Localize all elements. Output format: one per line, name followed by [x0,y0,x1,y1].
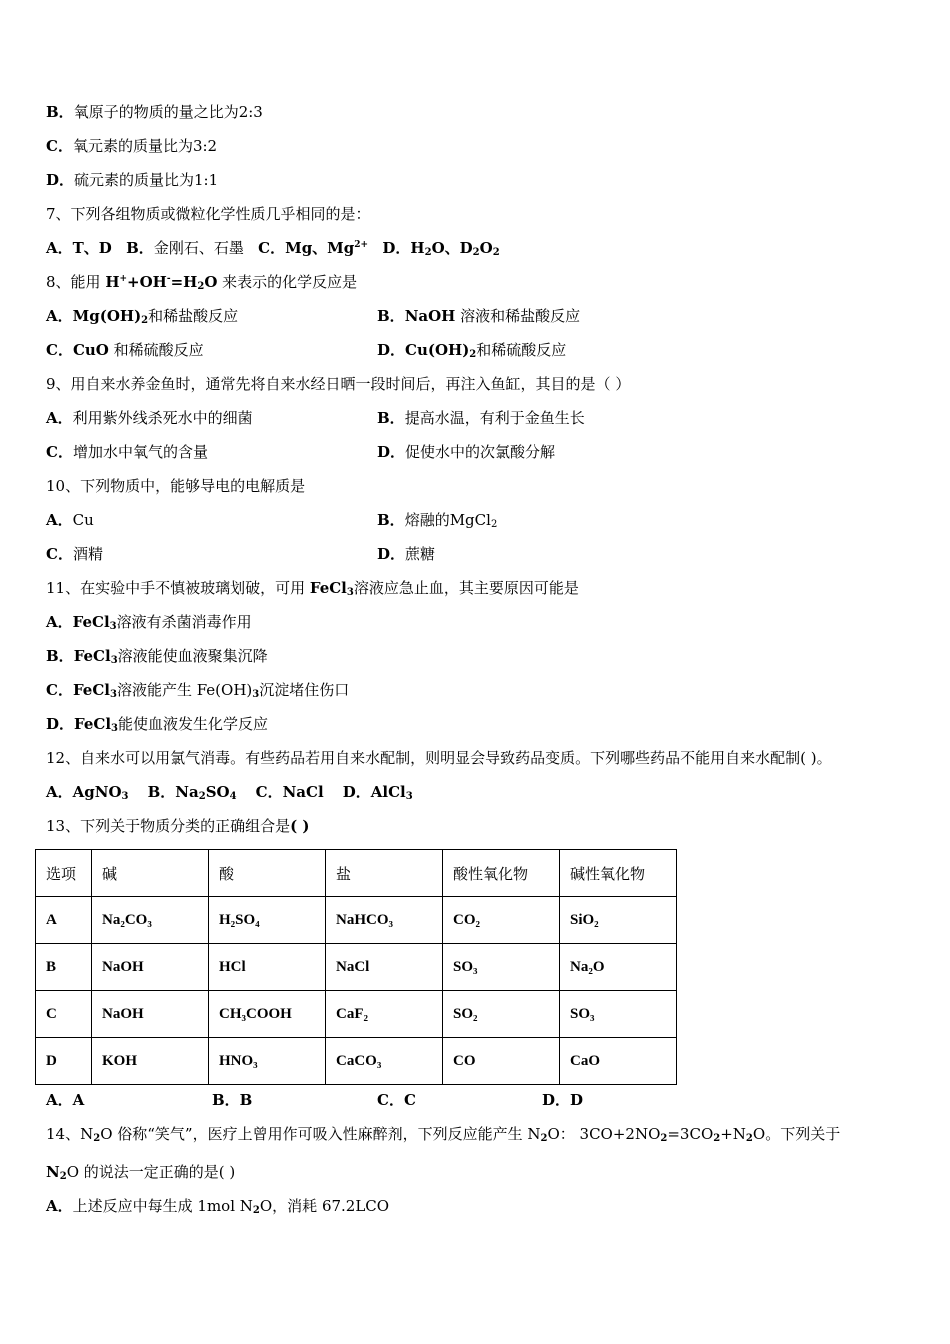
table-cell: CO₂ [443,897,560,944]
q7-stem: 7、下列各组物质或微粒化学性质几乎相同的是： [46,205,371,223]
q13-answer-a: A．A [46,1091,85,1109]
table-cell: D [36,1038,92,1085]
q10-stem: 10、下列物质中，能够导电的电解质是 [46,477,306,495]
table-row [36,1038,677,1085]
table-cell: C [36,991,92,1038]
q8-option-d: D．$Cu(OH)_2$和稀硫酸反应 [377,341,567,360]
table-cell: A [36,897,92,944]
table-row [36,944,677,991]
q6-option-b: B．氧原子的物质的量之比为2:3 [46,103,263,121]
q9-option-d: D．促使水中的次氯酸分解 [377,443,556,461]
table-cell: SO₂ [443,991,560,1038]
table-header: 酸 [209,850,326,897]
q11-stem: 11、在实验中手不慎被玻璃划破，可用 FeCl$_3$溶液应急止血，其主要原因可能是 [46,579,579,598]
q8-option-a: A．$Mg(OH)_2$和稀盐酸反应 [46,307,239,326]
q9-option-a: A．利用紫外线杀死水中的细菌 [46,409,253,427]
table-header: 酸性氧化物 [443,850,560,897]
table-row [36,991,677,1038]
table-header-row [36,850,677,897]
table-cell: CH₃COOH [209,991,326,1038]
table-cell: HCl [209,944,326,991]
q11-option-d: D．FeCl$_3$能使血液发生化学反应 [46,715,269,734]
q10-option-d: D．蔗糖 [377,545,436,563]
table-cell: SO₃ [443,944,560,991]
table-cell: KOH [92,1038,209,1085]
table-header: 碱 [92,850,209,897]
q11-option-c: C．FeCl$_3$溶液能产生 $Fe(OH)_3$沉淀堵住伤口 [46,681,350,700]
table-cell: HNO₃ [209,1038,326,1085]
table-cell: SiO₂ [560,897,677,944]
q6-option-c: C．氧元素的质量比为3:2 [46,137,218,155]
q6-option-d: D．硫元素的质量比为1:1 [46,171,219,189]
table-cell: Na₂O [560,944,677,991]
q14-stem-line1: 14、$N_2O$ 俗称“笑气”，医疗上曾用作可吸入性麻醉剂，下列反应能产生 $N_2O$： $3CO+2NO_2=3CO_2+N_2O$。下列关于 [46,1125,841,1144]
table-header: 选项 [36,850,92,897]
table-cell: SO₃ [560,991,677,1038]
q10-option-c: C．酒精 [46,545,103,563]
q13-stem: 13、下列关于物质分类的正确组合是( ) [46,817,310,835]
table-cell: H₂SO₄ [209,897,326,944]
q12-stem: 12、自来水可以用氯气消毒。有些药品若用自来水配制，则明显会导致药品变质。下列哪些药品不能用自来水配制( )。 [46,749,832,767]
table-cell: CO [443,1038,560,1085]
table-cell: Na₂CO₃ [92,897,209,944]
table-cell: NaHCO₃ [326,897,443,944]
table-cell: CaCO₃ [326,1038,443,1085]
q9-stem: 9、用自来水养金鱼时，通常先将自来水经日晒一段时间后，再注入鱼缸，其目的是（ ） [46,375,631,393]
q13-answer-d: D．D [542,1091,584,1109]
table-cell: NaOH [92,944,209,991]
table-cell: CaO [560,1038,677,1085]
q9-option-c: C．增加水中氧气的含量 [46,443,208,461]
q10-option-a: A．Cu [46,511,94,529]
table-cell: CaF₂ [326,991,443,1038]
table-cell: B [36,944,92,991]
q10-option-b: B．熔融的MgCl$_2$ [377,511,498,530]
q14-option-a: A．上述反应中每生成 1mol $N_2O$，消耗 67.2LCO [46,1197,390,1216]
q11-option-b: B．FeCl$_3$溶液能使血液聚集沉降 [46,647,268,666]
q11-option-a: A．FeCl$_3$溶液有杀菌消毒作用 [46,613,252,632]
q9-option-b: B．提高水温，有利于金鱼生长 [377,409,585,427]
table-cell: NaCl [326,944,443,991]
table-cell: NaOH [92,991,209,1038]
q8-stem: 8、能用 $H^++OH^-=H_2O$ 来表示的化学反应是 [46,273,358,292]
classification-table [35,849,677,1085]
q8-option-c: C．CuO 和稀硫酸反应 [46,341,204,359]
q12-options: A．AgNO$_3$ B．$Na_2SO_4$ C．NaCl D．AlCl$_3$ [46,783,413,802]
table-header: 盐 [326,850,443,897]
table-row [36,897,677,944]
q13-answer-c: C．C [377,1091,416,1109]
q8-option-b: B．NaOH 溶液和稀盐酸反应 [377,307,581,325]
table-header: 碱性氧化物 [560,850,677,897]
q14-stem-line2: $N_2O$ 的说法一定正确的是( ) [46,1163,236,1182]
q7-options: A．T、D B．金刚石、石墨 C．Mg、$Mg^{2+}$ D．$H_2O$、$D_2O_2$ [46,239,500,258]
q13-answer-b: B．B [212,1091,253,1109]
